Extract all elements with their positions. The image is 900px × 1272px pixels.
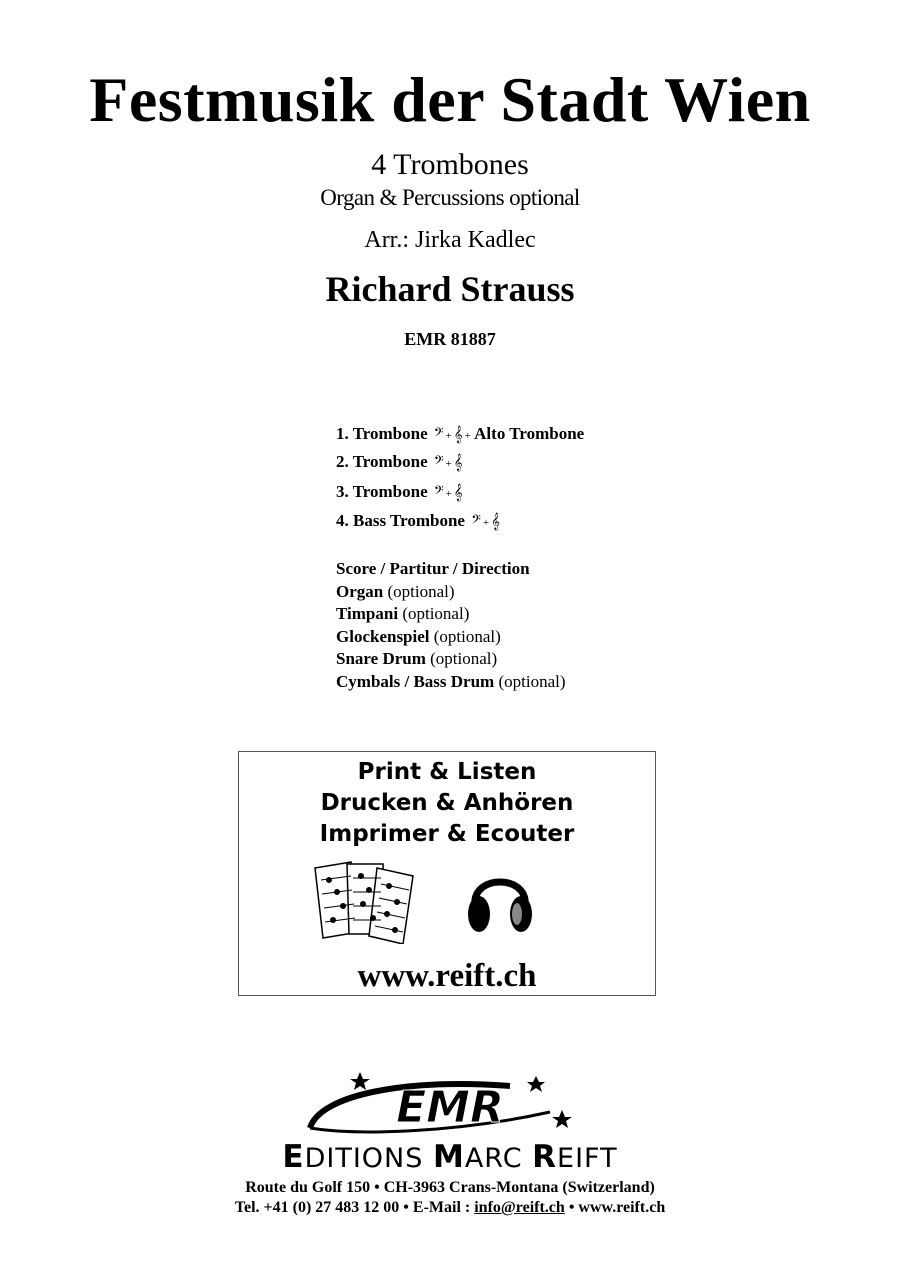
part-label: 4. Bass Trombone — [336, 511, 465, 530]
plus-sign: + — [464, 430, 471, 442]
publisher-address: Route du Golf 150 • CH-3963 Crans-Montana (Switzerland) — [245, 1179, 655, 1196]
treble-clef-icon: 𝄞 — [453, 455, 463, 471]
publisher-name-part: ARC — [464, 1143, 533, 1174]
extras-name: Glockenspiel — [336, 626, 430, 646]
plus-sign: + — [445, 488, 452, 500]
composer: Richard Strauss — [325, 269, 575, 309]
bass-clef-icon: 𝄢 — [433, 485, 444, 501]
bass-clef-icon: 𝄢 — [433, 455, 444, 471]
extras-item — [336, 648, 566, 671]
part-item — [336, 423, 584, 447]
part-item — [336, 510, 502, 534]
publisher-name — [0, 1139, 900, 1175]
plus-sign: + — [482, 517, 490, 529]
extras-name: Cymbals / Bass Drum — [336, 671, 495, 691]
extras-name: Organ — [336, 581, 384, 601]
extras-item — [336, 671, 566, 694]
part-item — [336, 481, 465, 505]
treble-clef-icon: 𝄞 — [453, 427, 463, 443]
extras-item — [336, 558, 566, 581]
extras-note: (optional) — [433, 626, 501, 646]
extras-note: (optional) — [387, 581, 455, 601]
contact-prefix: Tel. +41 (0) 27 483 12 00 • E-Mail : — [234, 1199, 475, 1216]
part-label: 2. Trombone — [336, 452, 428, 471]
website-url[interactable]: www.reift.ch — [357, 958, 537, 994]
extras-name: Timpani — [336, 604, 399, 624]
plus-sign: + — [445, 430, 452, 442]
extras-note: (optional) — [430, 649, 498, 669]
promo-line: Drucken & Anhören — [320, 790, 574, 816]
plus-sign: + — [445, 458, 452, 470]
part-label: 1. Trombone — [336, 424, 428, 443]
extras-note: (optional) — [498, 671, 566, 691]
extras-list — [336, 558, 566, 694]
extras-item — [336, 581, 566, 604]
instrumentation: 4 Trombones — [371, 148, 529, 181]
publisher-name-part: EIFT — [557, 1143, 618, 1174]
part-label: 3. Trombone — [336, 482, 428, 501]
contact-suffix: • www.reift.ch — [564, 1199, 666, 1216]
promo-line: Imprimer & Ecouter — [319, 821, 575, 847]
publisher-name-initial: R — [532, 1139, 558, 1175]
publisher-name-part: DITIONS — [304, 1143, 433, 1174]
extras-item — [336, 603, 566, 626]
catalog-number: EMR 81887 — [404, 329, 496, 349]
email-link[interactable]: info@reift.ch — [474, 1199, 565, 1216]
treble-clef-icon: 𝄞 — [453, 485, 463, 501]
extras-name: Snare Drum — [336, 649, 426, 669]
page-title: Festmusik der Stadt Wien — [89, 64, 811, 135]
publisher-contact — [0, 1198, 900, 1218]
extras-note: (optional) — [402, 604, 470, 624]
publisher-name-initial: E — [282, 1139, 305, 1175]
bass-clef-icon: 𝄢 — [471, 514, 481, 530]
part-item — [336, 451, 465, 475]
arranger: Arr.: Jirka Kadlec — [364, 227, 536, 253]
bass-clef-icon: 𝄢 — [433, 427, 444, 443]
sheet-music-icon — [311, 858, 427, 944]
part-suffix: Alto Trombone — [474, 424, 585, 443]
treble-clef-icon: 𝄞 — [491, 514, 500, 530]
emr-logo-text: EMR — [396, 1082, 504, 1133]
promo-line: Print & Listen — [357, 759, 537, 785]
headphones-icon — [465, 862, 535, 938]
print-listen-box — [238, 751, 656, 996]
emr-logo — [300, 1070, 600, 1140]
publisher-name-initial: M — [432, 1139, 465, 1175]
extras-name: Score / Partitur / Direction — [336, 559, 530, 578]
instrumentation-note: Organ & Percussions optional — [320, 185, 580, 210]
extras-item — [336, 626, 566, 649]
